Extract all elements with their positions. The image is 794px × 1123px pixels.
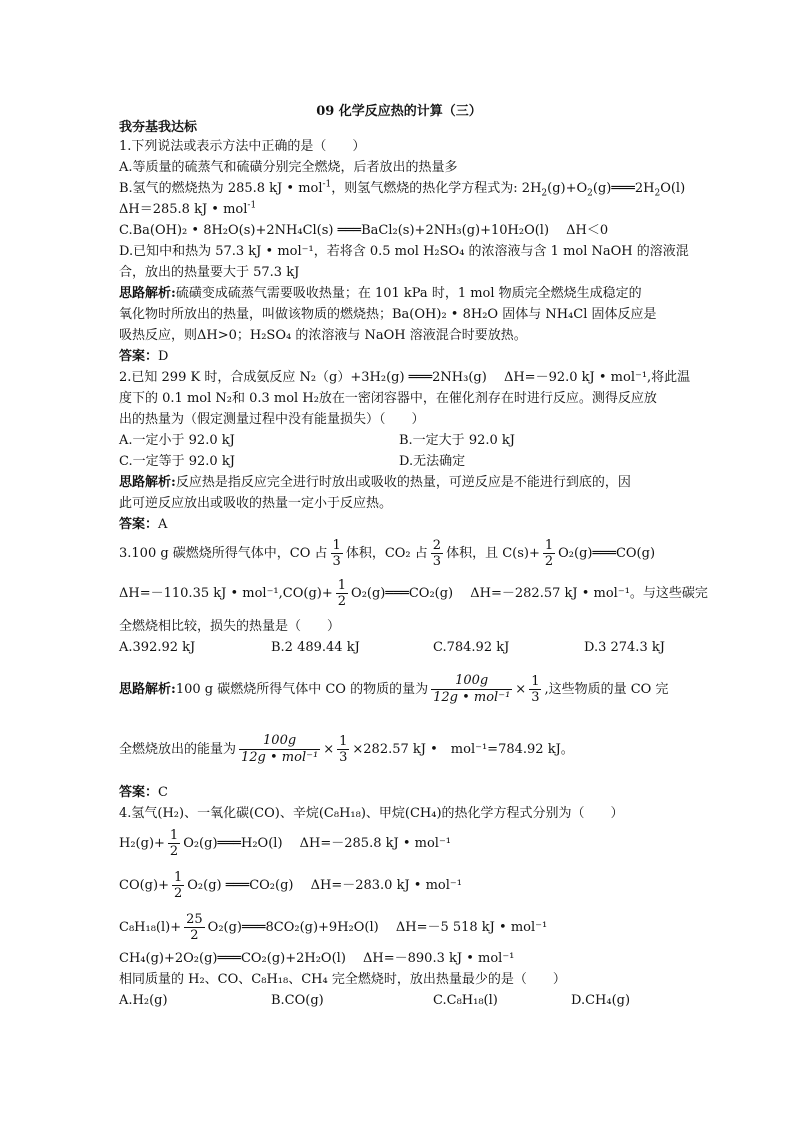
q4-option-c: C.C₈H₁₈(l) [433,993,498,1008]
section-heading: 我夯基我达标 [119,120,198,135]
q1-analysis-line2: 氧化物时所放出的热量，叫做该物质的燃烧热；Ba(OH)₂ • 8H₂O 固体与 NH₄Cl 固体反应是 [119,307,657,322]
fraction: $\frac{1}{2}$ [544,538,554,569]
fraction: $\frac{2}{3}$ [432,538,442,569]
q2-analysis: 思路解析:反应热是指反应完全进行时放出或吸收的热量，可逆反应是不能进行到底的，因 [119,475,631,490]
q2-answer: 答案：A [119,517,168,532]
q4-option-a: A.H₂(g) [119,993,168,1008]
q2-option-a: A.一定小于 92.0 kJ [119,433,235,448]
q1-analysis-line3: 吸热反应，则ΔH>0；H₂SO₄ 的浓溶液与 NaOH 溶液混合时要放热。 [119,328,527,343]
q4-equation-2: CO(g)+ $\frac{1}{2}$ O₂(g) ═══CO₂(g) ΔH=－283.0 kJ • mol⁻¹ [119,870,462,901]
fraction: $\frac{1}{3}$ [339,734,348,765]
fraction: $\frac{25}{2}$ [186,912,203,943]
fraction: $\frac{100g}{\text{12g • mol⁻¹}}$ [433,673,511,705]
q3-option-d: D.3 274.3 kJ [584,640,665,655]
q2-stem-line2: 度下的 0.1 mol N₂和 0.3 mol H₂放在一密闭容器中，在催化剂存在时进行反应。测得反应放 [119,391,657,406]
q2-option-d: D.无法确定 [399,454,466,469]
q3-analysis: 思路解析:100 g 碳燃烧所得气体中 CO 的物质的量为 $\frac{100g}{\text{12g • mol⁻¹}}$ × $\frac{1}{3}$ ,这些物质的量 CO 完 [119,673,669,705]
q3-option-a: A.392.92 kJ [119,640,196,655]
q1-stem: 1.下列说法或表示方法中正确的是（ ） [119,139,366,154]
q4-stem-line2: 相同质量的 H₂、CO、C₈H₁₈、CH₄ 完全燃烧时，放出热量最少的是（ ） [119,972,566,987]
fraction: $\frac{1}{2}$ [173,870,183,901]
q1-option-d: D.已知中和热为 57.3 kJ • mol⁻¹，若将含 0.5 mol H₂SO₄ 的浓溶液与含 1 mol NaOH 的溶液混 [119,244,689,259]
fraction: $\frac{1}{2}$ [337,578,347,609]
page-title: 09 化学反应热的计算（三） [316,104,482,119]
q1-analysis: 思路解析:硫磺变成硫蒸气需要吸收热量；在 101 kPa 时，1 mol 物质完全燃烧生成稳定的 [119,286,642,301]
q4-stem: 4.氢气(H₂)、一氧化碳(CO)、辛烷(C₈H₁₈)、甲烷(CH₄)的热化学方程式分别为（ ） [119,806,624,821]
q4-option-b: B.CO(g) [271,993,324,1008]
q2-analysis-line2: 此可逆反应放出或吸收的热量一定小于反应热。 [119,496,393,511]
q4-equation-3: C₈H₁₈(l)+ $\frac{25}{2}$ O₂(g)═══8CO₂(g)+9H₂O(l) ΔH=－5 518 kJ • mol⁻¹ [119,912,548,943]
q4-equation-4: CH₄(g)+2O₂(g)═══CO₂(g)+2H₂O(l) ΔH=－890.3 kJ • mol⁻¹ [119,951,515,966]
q1-option-b: B.氢气的燃烧热为 285.8 kJ • mol$^{-1}$，则氢气燃烧的热化学方程式为: $2H_2(g)+O_2(g)═══2H_2O(l)$ [119,179,686,199]
q1-option-d-cont: 合，放出的热量要大于 57.3 kJ [119,265,300,280]
fraction: $\frac{100g}{\text{12g • mol⁻¹}}$ [241,733,319,765]
q3-stem: 3.100 g 碳燃烧所得气体中，CO 占 $\frac{1}{3}$ 体积，CO₂ 占 $\frac{2}{3}$ 体积，且 C(s)+ $\frac{1}{2}$ O₂(g)═══CO(g) [119,538,656,569]
q3-option-c: C.784.92 kJ [433,640,510,655]
q1-option-a: A.等质量的硫蒸气和硫磺分别完全燃烧，后者放出的热量多 [119,160,458,175]
q2-stem-line3: 出的热量为（假定测量过程中没有能量损失）（ ） [119,412,425,427]
q4-equation-1: H₂(g)+ $\frac{1}{2}$ O₂(g)═══H₂O(l) ΔH=－285.8 kJ • mol⁻¹ [119,828,452,859]
q3-analysis-line2: 全燃烧放出的能量为 $\frac{100g}{\text{12g • mol⁻¹}}$ × $\frac{1}{3}$ ×282.57 kJ • mol⁻¹=784.92 kJ。 [119,733,574,765]
q4-option-d: D.CH₄(g) [571,993,631,1008]
fraction: $\frac{1}{3}$ [332,538,341,569]
q1-option-c: C.Ba(OH)₂ • 8H₂O(s)+2NH₄Cl(s) ═══BaCl₂(s)+2NH₃(g)+10H₂O(l) ΔH＜0 [119,223,609,238]
q1-answer: 答案：D [119,349,169,364]
q2-option-b: B.一定大于 92.0 kJ [399,433,515,448]
q3-option-b: B.2 489.44 kJ [271,640,360,655]
fraction: $\frac{1}{3}$ [531,674,540,705]
q3-answer: 答案：C [119,785,168,800]
q1-option-b-cont: ΔH＝285.8 kJ • mol$^{-1}$ [119,200,257,217]
q2-option-c: C.一定等于 92.0 kJ [119,454,235,469]
q3-stem-line3: 全燃烧相比较，损失的热量是（ ） [119,619,341,634]
q3-stem-line2: ΔH=－110.35 kJ • mol⁻¹,CO(g)+ $\frac{1}{2}$ O₂(g)═══CO₂(g) ΔH=－282.57 kJ • mol⁻¹。与这些碳完 [119,578,708,609]
fraction: $\frac{1}{2}$ [169,828,179,859]
q2-stem: 2.已知 299 K 时，合成氨反应 N₂（g）+3H₂(g) ═══2NH₃(g) ΔH=－92.0 kJ • mol⁻¹,将此温 [119,370,691,385]
